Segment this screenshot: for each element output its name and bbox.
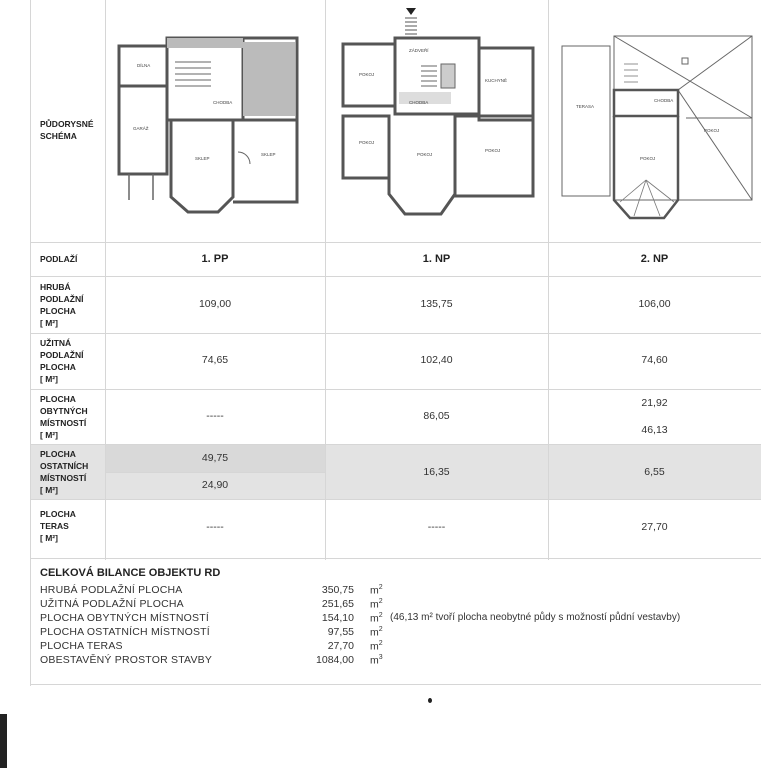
plan-room-label: POKOJ [359, 72, 375, 77]
summary-unit [370, 654, 383, 667]
usable-np1: 102,40 [420, 354, 453, 366]
summary-value: 97,55 [327, 626, 354, 638]
summary-unit [370, 598, 383, 611]
label-line: PODLAŽNÍ [40, 350, 84, 360]
label-line: PODLAŽÍ [40, 254, 78, 264]
row-label-schema [40, 118, 94, 142]
label-line: [ M²] [40, 374, 58, 384]
grid-line [105, 472, 325, 473]
entrance-arrow-icon [406, 8, 416, 15]
floor-plan-pp [113, 32, 313, 222]
row-label-gross [40, 281, 83, 329]
scan-edge-mark [0, 714, 7, 768]
grid-line [30, 276, 761, 277]
summary-title: CELKOVÁ BILANCE OBJEKTU RD [40, 567, 221, 579]
plan-room-label: TERASA [576, 104, 595, 109]
plan-room-label: CHODBA [409, 100, 429, 105]
label-line: PLOCHA [40, 509, 76, 519]
summary-unit [370, 584, 383, 597]
summary-label: PLOCHA OSTATNÍCH MÍSTNOSTÍ [40, 626, 210, 638]
row-label-living [40, 393, 88, 441]
row-label-other [40, 448, 88, 496]
label-line: SCHÉMA [40, 131, 77, 141]
label-line: [ M²] [40, 485, 58, 495]
terrace-np1: ----- [427, 521, 446, 533]
unit-text: m [370, 626, 379, 639]
plan-room-label: DÍLNA [137, 63, 151, 68]
label-line: OSTATNÍCH [40, 461, 89, 471]
living-np2-a: 21,92 [641, 397, 668, 409]
unit-text: m [370, 640, 379, 653]
summary-value: 154,10 [321, 612, 354, 624]
summary-row [40, 584, 740, 598]
living-pp: ----- [206, 410, 224, 422]
grid-line [30, 333, 761, 334]
unit-text: m [370, 654, 379, 667]
label-line: PLOCHA [40, 449, 76, 459]
terrace-np2: 27,70 [641, 521, 668, 533]
grid-line [30, 499, 761, 500]
grid-line [105, 0, 106, 560]
terrace-pp: ----- [206, 521, 224, 533]
unit-text: m [370, 584, 379, 597]
summary-row [40, 640, 740, 654]
scan-dot [428, 698, 432, 703]
summary-unit [370, 626, 383, 639]
other-pp-b: 24,90 [201, 479, 229, 491]
plan-room-label: CHODBA [654, 98, 674, 103]
plan-room-label: POKOJ [704, 128, 720, 133]
unit-exponent: 2 [378, 640, 383, 647]
floor-plan-np1 [335, 4, 540, 222]
grid-line [30, 444, 761, 445]
label-line: MÍSTNOSTÍ [40, 418, 87, 428]
unit-exponent: 2 [378, 598, 383, 605]
summary-value: 350,75 [321, 584, 354, 596]
grid-line [30, 0, 31, 686]
plan-room-label: POKOJ [359, 140, 375, 145]
label-line: MÍSTNOSTÍ [40, 473, 87, 483]
summary-label: HRUBÁ PODLAŽNÍ PLOCHA [40, 584, 183, 596]
usable-np2: 74,60 [641, 354, 668, 366]
summary-row [40, 612, 740, 626]
unit-text: m [370, 598, 379, 611]
summary-row [40, 654, 740, 668]
unit-exponent: 2 [378, 584, 383, 591]
other-np1: 16,35 [423, 466, 450, 478]
label-line: PŮDORYSNÉ [40, 119, 94, 129]
summary-note: (46,13 m² tvoří plocha neobytné půdy s možností půdní vestavby) [390, 612, 681, 623]
unit-exponent: 2 [378, 612, 383, 619]
grid-line [30, 389, 761, 390]
floor-header-pp: 1. PP [201, 253, 229, 265]
grid-line [30, 242, 761, 243]
other-np2: 6,55 [644, 466, 665, 478]
label-line: [ M²] [40, 533, 58, 543]
label-line: PODLAŽNÍ [40, 294, 84, 304]
row-label-usable [40, 337, 83, 385]
grid-line [30, 558, 761, 559]
plan-room-label: ZÁDVEŘÍ [409, 48, 429, 53]
unit-text: m [370, 612, 379, 625]
floor-plan-np2 [558, 30, 758, 225]
plan-room-label: GARÁŽ [133, 126, 149, 131]
plan-room-label: POKOJ [640, 156, 656, 161]
plan-room-label: KUCHYNĚ [485, 78, 508, 83]
floor-header-np1: 1. NP [422, 253, 451, 265]
usable-pp: 74,65 [201, 354, 229, 366]
living-np2-b: 46,13 [641, 424, 668, 436]
summary-label: PLOCHA TERAS [40, 640, 123, 652]
unit-exponent: 2 [378, 626, 383, 633]
summary-value: 251,65 [321, 598, 354, 610]
label-line: OBYTNÝCH [40, 406, 88, 416]
gross-np2: 106,00 [638, 298, 671, 310]
label-line: [ M²] [40, 318, 58, 328]
living-np1: 86,05 [423, 410, 450, 422]
row-label-terrace [40, 508, 76, 544]
summary-unit [370, 612, 383, 625]
label-line: PLOCHA [40, 394, 76, 404]
summary-value: 1084,00 [316, 654, 354, 666]
row-label-floor [40, 253, 77, 265]
plan-room-label: POKOJ [485, 148, 501, 153]
grid-line [30, 684, 761, 685]
summary-row [40, 598, 740, 612]
gross-pp: 109,00 [198, 298, 232, 310]
unit-exponent: 3 [378, 654, 383, 661]
summary-label: OBESTAVĚNÝ PROSTOR STAVBY [40, 654, 213, 666]
summary-label: PLOCHA OBYTNÝCH MÍSTNOSTÍ [40, 612, 209, 624]
label-line: UŽITNÁ [40, 338, 72, 348]
label-line: PLOCHA [40, 306, 76, 316]
summary-label: UŽITNÁ PODLAŽNÍ PLOCHA [40, 598, 184, 610]
floor-header-np2: 2. NP [640, 253, 669, 265]
plan-room-label: SKLEP [261, 152, 276, 157]
plan-room-label: CHODBA [213, 100, 233, 105]
other-pp-a: 49,75 [201, 452, 229, 464]
gross-np1: 135,75 [420, 298, 453, 310]
plan-room-label: SKLEP [195, 156, 210, 161]
label-line: [ M²] [40, 430, 58, 440]
summary-row [40, 626, 740, 640]
summary-value: 27,70 [327, 640, 354, 652]
label-line: TERAS [40, 521, 69, 531]
plan-room-label: POKOJ [417, 152, 433, 157]
label-line: HRUBÁ [40, 282, 71, 292]
label-line: PLOCHA [40, 362, 76, 372]
summary-unit [370, 640, 383, 653]
